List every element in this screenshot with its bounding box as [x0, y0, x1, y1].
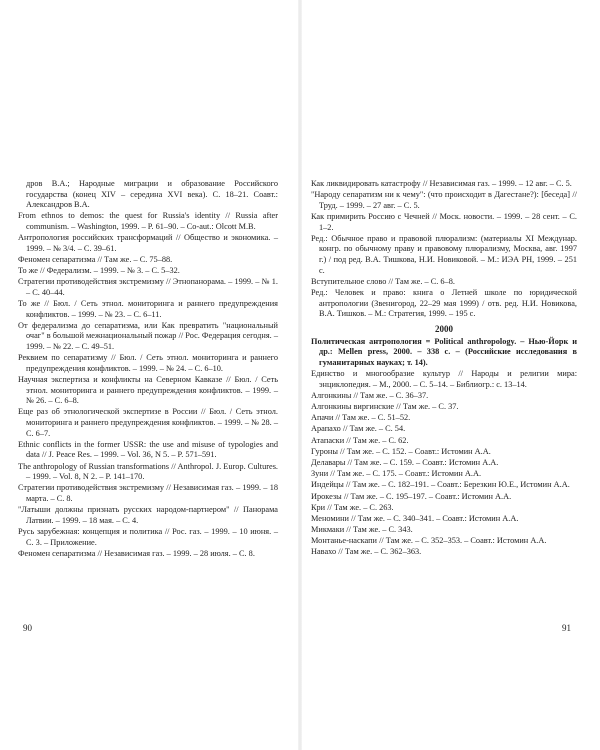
bibliography-entry: Арапахо // Там же. – С. 54.: [311, 424, 406, 434]
book-gutter: [298, 0, 302, 750]
right-page: [311, 179, 577, 559]
bibliography-entry: Алгонкины виргинские // Там же. – С. 37.: [311, 402, 459, 412]
page-number-left: 90: [23, 623, 32, 633]
year-heading: 2000: [435, 323, 453, 334]
bibliography-entry: Зуни // Там же. – С. 175. – Соавт.: Истомин А.А.: [311, 469, 482, 479]
bibliography-entry: Еще раз об этнологической экспертизе в России // Бюл. / Сеть этнол. мониторинга и раннего предупреждения конфликтов. – 1999. – № 28. – С. 6–7.: [18, 407, 278, 438]
bibliography-entry: Навахо // Там же. – С. 362–363.: [311, 547, 422, 557]
bibliography-entry: дров В.А.; Народные миграции и образование Российского государства (конец XIV – середина XVI века). С. 18–21. Соавт.: Александров В.А.: [26, 179, 278, 210]
bibliography-entry: Ред.: Человек и право: книга о Летней школе по юридической антропологии (Звенигород, 22–29 мая 1999) / отв. ред. Н.И. Новикова, В.А. Тишков. – М.: Стратегия, 1999. – 195 с.: [311, 287, 577, 319]
bibliography-entry: Алгонкины // Там же. – С. 36–37.: [311, 390, 429, 400]
bibliography-entry: Индейцы // Там же. – С. 182–191. – Соавт.: Березкин Ю.Е., Истомин А.А.: [311, 480, 570, 490]
bibliography-entry: Микмаки // Там же. – С. 343.: [311, 525, 413, 535]
bibliography-entry: Гуроны // Там же. – С. 152. – Соавт.: Истомин А.А.: [311, 446, 491, 456]
bibliography-entry: Монтанье-наскапи // Там же. – С. 352–353. – Соавт.: Истомин А.А.: [311, 536, 547, 546]
bibliography-entry: Русь зарубежная: концепция и политика // Рос. газ. – 1999. – 10 июня. – С. 3. – Приложение.: [18, 526, 278, 547]
bibliography-entry: Делавары // Там же. – С. 159. – Соавт.: Истомин А.А.: [311, 457, 499, 467]
bibliography-entry: Антропология российских трансформаций // Общество и экономика. – 1999. – № 3/4. – С. 39–61.: [18, 233, 278, 253]
bibliography-entry: Реквием по сепаратизму // Бюл. / Сеть этнол. мониторинга и раннего предупреждения конфликтов. – 1999. – № 24. – С. 6–10.: [18, 353, 278, 373]
bibliography-entry: Кри // Там же. – С. 263.: [311, 502, 394, 512]
left-page: [18, 179, 278, 560]
bibliography-entry: То же // Бюл. / Сеть этнол. мониторинга и раннего предупреждения конфликтов. – 1999. – № 23. – С. 6–11.: [18, 299, 278, 319]
bold-book-entry: Политическая антропология = Political anthropology. – Нью-Йорк и др.: Mellen press, 2000. – 338 с. – (Российские исследования в гуманитарных науках; т. 14).: [311, 336, 577, 367]
right-page-entries-bottom: [311, 369, 577, 558]
bibliography-entry: Стратегии противодействия экстремизму // Этнопанорама. – 1999. – № 1. – С. 40–44.: [18, 277, 278, 297]
bibliography-entry: Стратегии противодействия экстремизму // Независимая газ. – 1999. – 18 марта. – С. 8.: [18, 483, 278, 503]
bibliography-entry: От федерализма до сепаратизма, или Как превратить "национальный очаг" в большой межнациональный пожар // Рос. Федерация сегодня. – 1999. – № 22. – С. 49–51.: [18, 320, 278, 352]
bibliography-entry: Единство и многообразие культур // Народы и религии мира: энциклопедия. – М., 2000. – С. 5–14. – Библиогр.: с. 13–14.: [311, 369, 577, 389]
right-page-entries-top: [311, 179, 577, 320]
bibliography-entry: То же // Федерализм. – 1999. – № 3. – С. 5–32.: [18, 266, 180, 276]
bibliography-entry: Вступительное слово // Там же. – С. 6–8.: [311, 276, 455, 286]
bibliography-entry: Как ликвидировать катастрофу // Независимая газ. – 1999. – 12 авг. – С. 5.: [311, 179, 572, 188]
bibliography-entry: Ирокезы // Там же. – С. 195–197. – Соавт.: Истомин А.А.: [311, 491, 512, 501]
bibliography-entry: "Народу сепаратизм ни к чему": (что происходит в Дагестане?): [беседа] // Труд. – 1999. – 27 авг. – С. 5.: [311, 190, 577, 210]
bibliography-entry: Ред.: Обычное право и правовой плюрализм: (материалы XI Междунар. конгр. по обычному праву и правовому плюрализму, Москва, авг. 1997 г.) / под ред. В.А. Тишкова, Н.И. Новиковой. – М.: ИЭА РН, 1999. – 251 с.: [311, 233, 577, 275]
bibliography-entry: The anthropology of Russian transformations // Anthropol. J. Europ. Cultures. – 1999. – Vol. 8, N 2. – P. 141–170.: [18, 461, 278, 482]
bibliography-entry: "Латыши должны признать русских народом-партнером" // Панорама Латвии. – 1999. – 18 мая. – С. 4.: [18, 505, 278, 525]
bibliography-entry: Атапаски // Там же. – С. 62.: [311, 435, 409, 445]
bibliography-entry: Апачи // Там же. – С. 51–52.: [311, 413, 411, 423]
bibliography-entry: Феномен сепаратизма // Там же. – С. 75–88.: [18, 254, 173, 264]
bibliography-entry: Как примирить Россию с Чечней // Моск. новости. – 1999. – 28 сент. – С. 1–2.: [311, 211, 577, 232]
bibliography-entry: Ethnic conflicts in the former USSR: the use and misuse of typologies and data // J. Peace Res. – 1999. – Vol. 36, N 5. – P. 571–591.: [18, 439, 278, 460]
bibliography-entry: Меномини // Там же. – С. 340–341. – Соавт.: Истомин А.А.: [311, 513, 519, 523]
page-number-right: 91: [562, 623, 571, 633]
bibliography-entry: Феномен сепаратизма // Независимая газ. – 1999. – 28 июля. – С. 8.: [18, 548, 255, 558]
bibliography-entry: From ethnos to demos: the quest for Russia's identity // Russia after communism. – Washington, 1999. – P. 61–90. – Co-aut.: Olcott M.B.: [18, 211, 278, 231]
bibliography-entry: Научная экспертиза и конфликты на Северном Кавказе // Бюл. / Сеть этнол. мониторинга и раннего предупреждения конфликтов. – 1999. – № 26. – С. 6–8.: [18, 375, 278, 406]
